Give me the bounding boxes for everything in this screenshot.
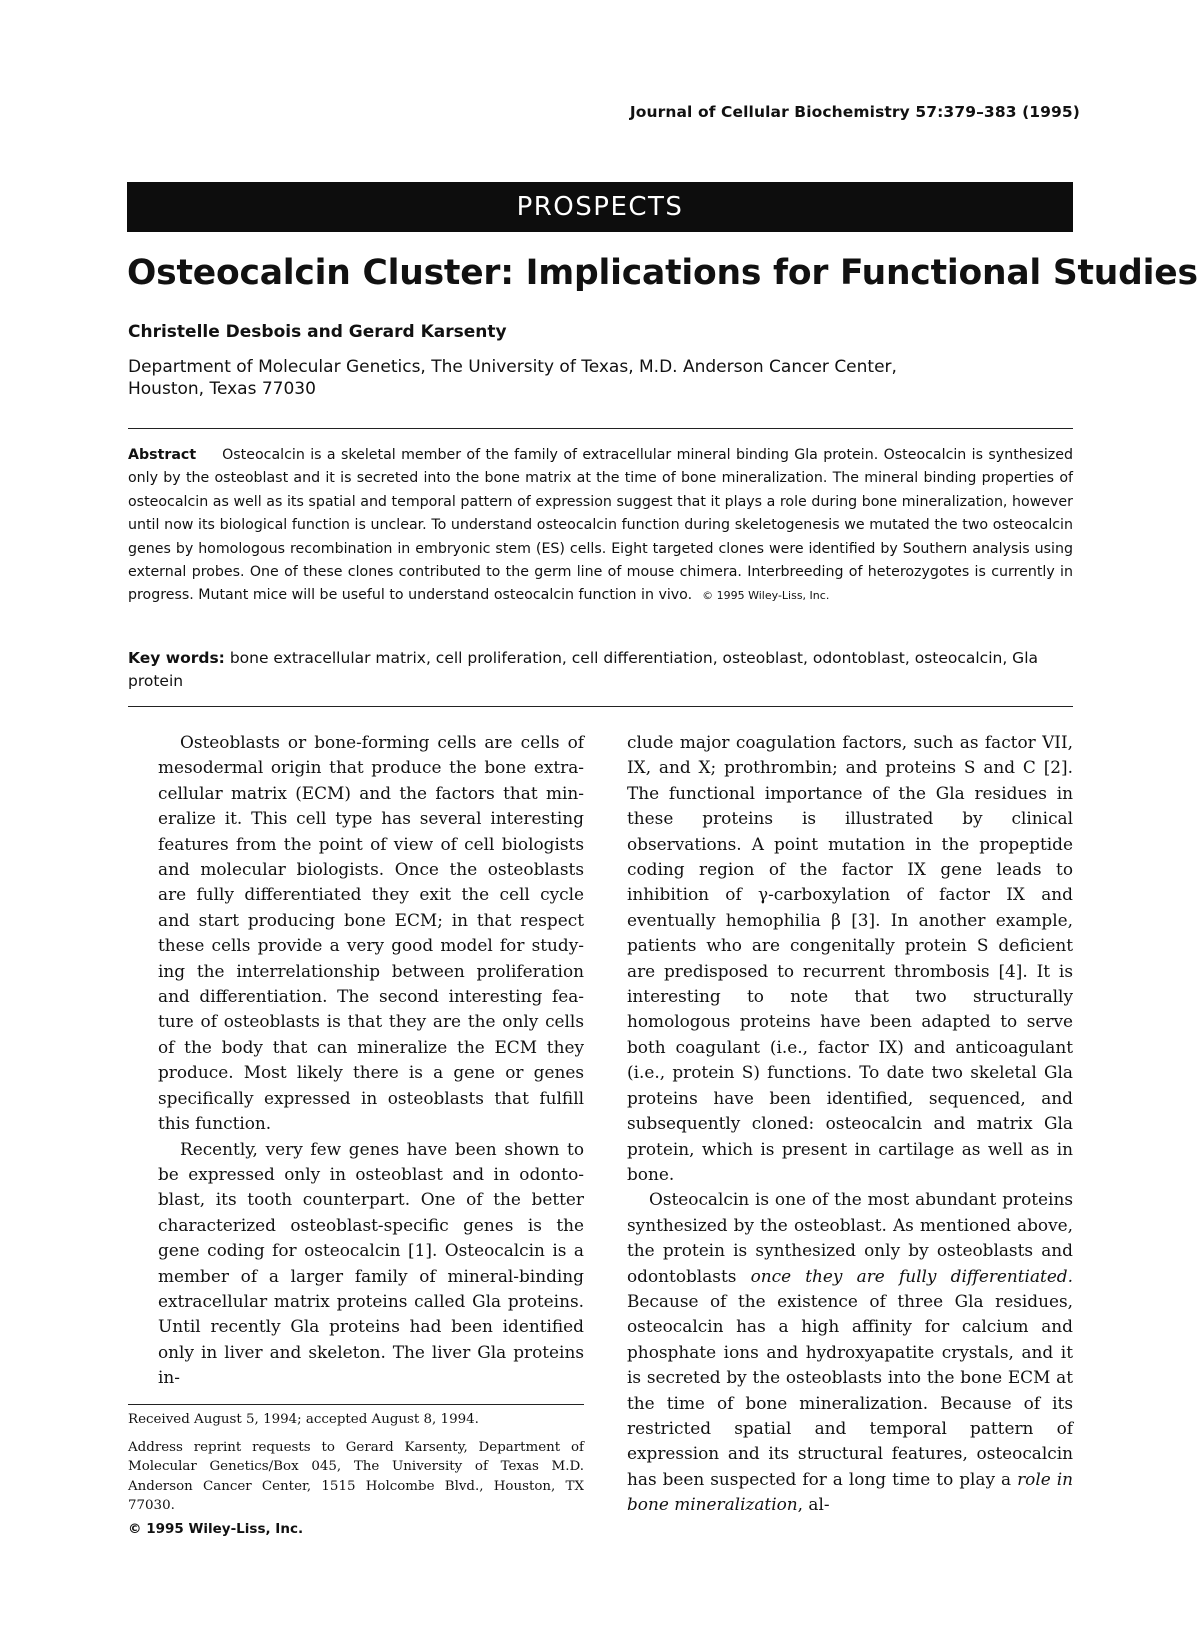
abstract-text: Osteocalcin is a skeletal member of the family of extracellular mineral binding Gla protein. Osteocalcin is synthesized only by the osteoblast and it is secreted into the bone matrix at the time of bone mineralization. The mineral binding properties of osteocalcin as well as its spatial and temporal pattern of expression suggest that it plays a role during bone mineralization, however until now its biological function is unclear. To understand osteocalcin function during skeletogenesis we mutated the two osteocalcin genes by homologous recombination in embryonic stem (ES) cells. Eight targeted clones were identified by Southern analysis using external probes. One of these clones contributed to the germ line of mouse chimera. Interbreeding of heterozygotes is currently in progress. Mutant mice will be useful to understand osteocalcin function in vivo. [128, 447, 1073, 604]
body-emphasis: once they are fully differentiated. [750, 1265, 1073, 1286]
body-paragraph: Recently, very few genes have been shown to be expressed only in osteoblast and in odontoblast, its tooth counterpart. One of the better characterized osteoblast-specific genes is the gene coding for osteocalcin [1]. Osteocalcin is a member of a larger family of mineral-binding extracellular matrix proteins called Gla proteins. Until recently Gla proteins had been identified only in liver and skeleton. The liver Gla proteins in- [158, 1138, 584, 1388]
body-text: , al- [797, 1494, 830, 1515]
keywords-text: bone extracellular matrix, cell proliferation, cell differentiation, osteoblast, odontoblast, osteocalcin, Gla protein [128, 649, 1039, 690]
footnote-received: Received August 5, 1994; accepted August 8, 1994. [128, 1412, 479, 1427]
body-paragraph: Osteoblasts or bone-forming cells are cells of mesodermal origin that produce the bone extracellular matrix (ECM) and the factors that mineralize it. This cell type has several interesting features from the point of view of cell biologists and molecular biologists. Once the osteoblasts are fully differentiated they exit the cell cycle and start producing bone ECM; in that respect these cells provide a very good model for studying the interrelationship between proliferation and differentiation. The second interesting feature of osteoblasts is that they are the only cells of the body that can mineralize the ECM they produce. Most likely there is a gene or genes specifically expressed in osteoblasts that fulfill this function. [158, 732, 584, 1134]
journal-citation: Journal of Cellular Biochemistry 57:379–383 (1995) [629, 103, 1080, 121]
affiliation-line: Department of Molecular Genetics, The University of Texas, M.D. Anderson Cancer Center, [128, 357, 897, 377]
body-paragraph: clude major coagulation factors, such as factor VII, IX, and X; prothrombin; and proteins S and C [2]. The functional importance of the Gla residues in these proteins is illustrated by clinical observations. A point mutation in the propeptide coding region of the factor IX gene leads to inhibition of γ-carboxylation of factor IX and eventually hemophilia β [3]. In another example, patients who are congenitally protein S deficient are predisposed to recurrent thrombosis [4]. It is interesting to note that two structurally homologous proteins have been adapted to serve both coagulant (i.e., factor IX) and anticoagulant (i.e., protein S) functions. To date two skeletal Gla proteins have been identified, sequenced, and subsequently cloned: osteocalcin and matrix Gla protein, which is present in cartilage as well as in bone. [627, 732, 1073, 1184]
footnote-rule [128, 1404, 584, 1405]
keywords-label: Key words: [128, 649, 225, 667]
keywords-bottom-rule [128, 706, 1073, 707]
body-paragraph [627, 1187, 1073, 1517]
affiliation-line: Houston, Texas 77030 [128, 379, 316, 399]
abstract-top-rule [128, 428, 1073, 429]
section-banner: PROSPECTS [127, 182, 1073, 232]
article-authors: Christelle Desbois and Gerard Karsenty [128, 322, 507, 342]
page-copyright: © 1995 Wiley-Liss, Inc. [128, 1521, 304, 1537]
author-affiliation [128, 356, 1078, 400]
body-text: Osteocalcin is one of the most abundant proteins synthesized by the osteoblast. As mentioned above, the protein is synthesized only by osteoblasts and odontoblasts [627, 1189, 1073, 1286]
body-emphasis: role in bone mineralization [627, 1468, 1073, 1515]
abstract-label: Abstract [128, 447, 197, 463]
body-column-left [158, 730, 584, 1391]
abstract-copyright: © 1995 Wiley-Liss, Inc. [702, 589, 830, 603]
body-column-right [627, 730, 1073, 1518]
abstract [128, 444, 1073, 608]
body-text: Because of the existence of three Gla residues, osteocalcin has a high affinity for calcium and phosphate ions and hydroxyapatite crystals, and it is secreted by the osteoblasts into the bone ECM at the time of bone mineralization. Because of its restricted spatial and temporal pattern of expression and its structural features, osteocalcin has been suspected for a long time to play a [627, 1290, 1073, 1489]
keywords [128, 647, 1073, 693]
article-title: Osteocalcin Cluster: Implications for Functional Studies [127, 253, 1198, 293]
footnotes [128, 1410, 584, 1524]
footnote-address: Address reprint requests to Gerard Karsenty, Department of Molecular Genetics/Box 045, The University of Texas M.D. Anderson Cancer Center, 1515 Holcombe Blvd., Houston, TX 77030. [128, 1440, 584, 1513]
